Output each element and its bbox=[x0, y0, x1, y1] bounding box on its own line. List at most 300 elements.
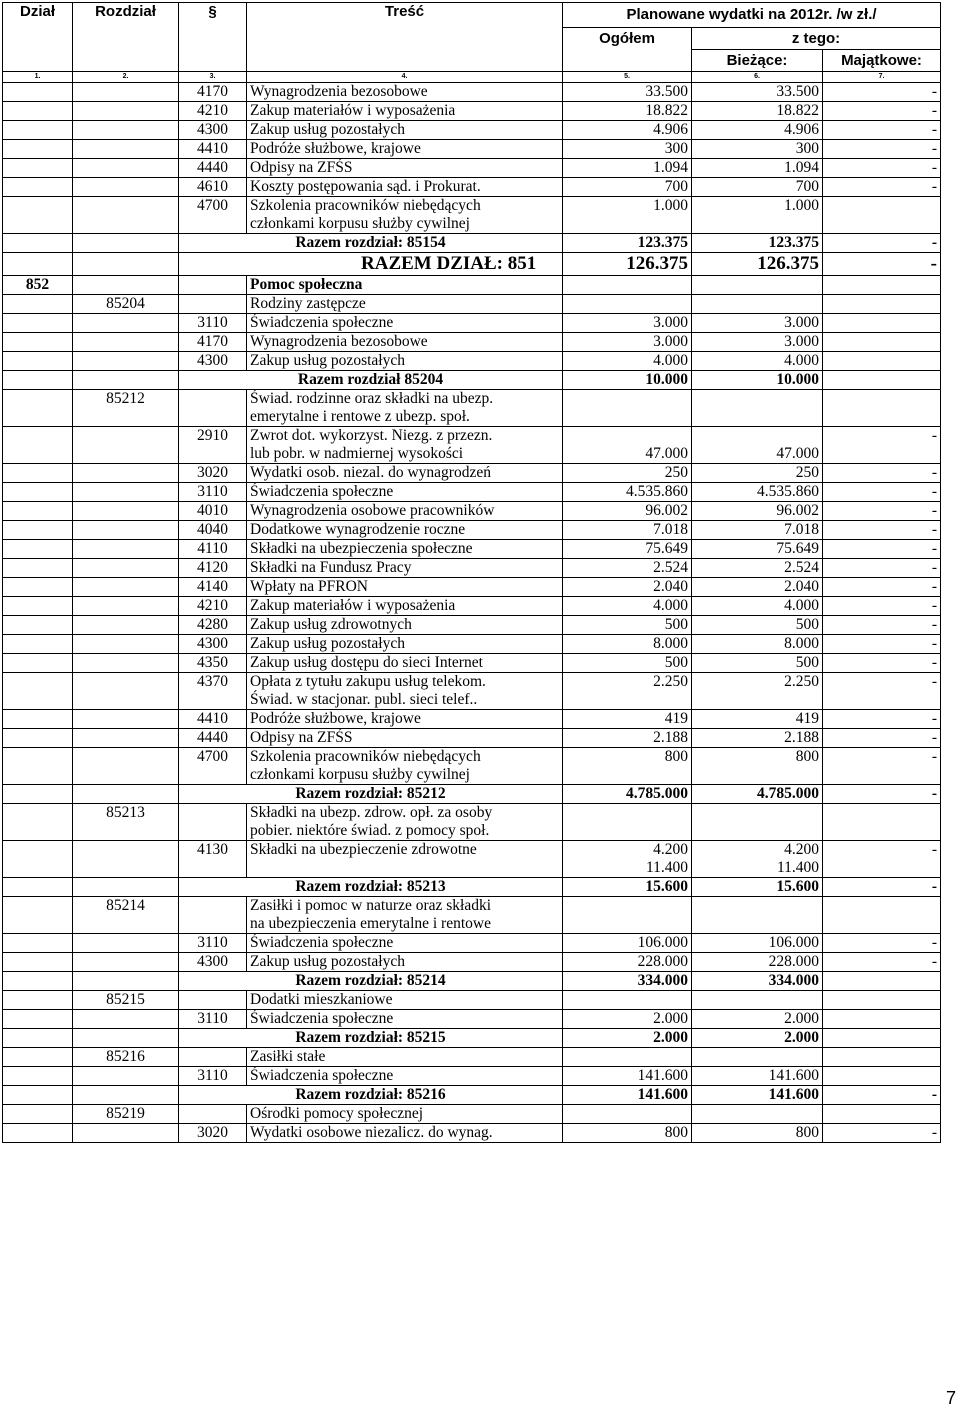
description-line: Świadczenia społeczne bbox=[250, 934, 394, 951]
amount-value: 4.000 bbox=[653, 597, 688, 614]
amount-value: 11.400 bbox=[645, 859, 688, 876]
current-amount bbox=[692, 502, 823, 521]
description-line: Zasiłki stałe bbox=[250, 1048, 326, 1065]
capital-amount: - bbox=[823, 178, 941, 197]
amount-value: 250 bbox=[664, 464, 688, 481]
col-number: 3. bbox=[179, 72, 247, 83]
description-cell bbox=[247, 1067, 563, 1086]
rozdzial-code: 85219 bbox=[73, 1105, 179, 1124]
paragraf-code: 4210 bbox=[179, 102, 247, 121]
total-amount: 141.600 bbox=[563, 1086, 692, 1105]
total-amount: 4.785.000 bbox=[563, 785, 692, 804]
total-amount bbox=[563, 1010, 692, 1029]
description-line: Wynagrodzenia bezosobowe bbox=[250, 83, 428, 100]
table-row bbox=[3, 1010, 941, 1029]
description-line: Szkolenia pracowników niebędących bbox=[250, 197, 481, 214]
dzial-cell bbox=[3, 371, 73, 390]
current-amount bbox=[692, 483, 823, 502]
table-row bbox=[3, 197, 941, 234]
current-amount bbox=[692, 521, 823, 540]
paragraf-code: 4370 bbox=[179, 673, 247, 710]
dzial-cell bbox=[3, 597, 73, 616]
chapter-total-label: Razem rozdział: 85216 bbox=[179, 1086, 563, 1105]
capital-amount: - bbox=[823, 253, 941, 276]
capital-amount bbox=[823, 390, 941, 427]
capital-amount: - bbox=[823, 934, 941, 953]
capital-amount: - bbox=[823, 540, 941, 559]
amount-value: 4.200 bbox=[653, 841, 688, 858]
table-row bbox=[3, 729, 941, 748]
description-cell bbox=[247, 654, 563, 673]
capital-amount bbox=[823, 1067, 941, 1086]
paragraf-code: 4610 bbox=[179, 178, 247, 197]
dzial-cell bbox=[3, 295, 73, 314]
description-cell bbox=[247, 333, 563, 352]
current-amount bbox=[692, 991, 823, 1010]
paragraf-code: 2910 bbox=[179, 427, 247, 464]
amount-value: 47.000 bbox=[645, 445, 688, 462]
capital-amount: - bbox=[823, 140, 941, 159]
description-line: Odpisy na ZFŚS bbox=[250, 159, 353, 176]
rozdzial-code bbox=[73, 729, 179, 748]
total-amount bbox=[563, 521, 692, 540]
amount-value: 250 bbox=[795, 464, 819, 481]
paragraf-code bbox=[179, 390, 247, 427]
total-amount bbox=[563, 1124, 692, 1143]
capital-amount: - bbox=[823, 878, 941, 897]
total-amount bbox=[563, 427, 692, 464]
header-planowane: Planowane wydatki na 2012r. /w zł./ bbox=[563, 3, 941, 28]
dzial-cell bbox=[3, 197, 73, 234]
department-total-label: RAZEM DZIAŁ: 851 bbox=[179, 253, 563, 276]
table-row bbox=[3, 83, 941, 102]
description-cell bbox=[247, 1124, 563, 1143]
rozdzial-code bbox=[73, 841, 179, 878]
description-line: Wynagrodzenia bezosobowe bbox=[250, 333, 428, 350]
header-rozdzial: Rozdział bbox=[73, 3, 179, 72]
current-amount: 123.375 bbox=[692, 234, 823, 253]
amount-value: 1.000 bbox=[653, 197, 688, 214]
capital-amount: - bbox=[823, 559, 941, 578]
chapter-total-label: Razem rozdział: 85213 bbox=[179, 878, 563, 897]
total-amount bbox=[563, 804, 692, 841]
amount-value: 3.000 bbox=[784, 333, 819, 350]
total-amount: 123.375 bbox=[563, 234, 692, 253]
amount-value: 7.018 bbox=[784, 521, 819, 538]
paragraf-code: 3110 bbox=[179, 934, 247, 953]
table-row bbox=[3, 253, 941, 276]
capital-amount: - bbox=[823, 502, 941, 521]
capital-amount: - bbox=[823, 159, 941, 178]
total-amount bbox=[563, 616, 692, 635]
paragraf-code: 4170 bbox=[179, 83, 247, 102]
total-amount bbox=[563, 1067, 692, 1086]
description-cell bbox=[247, 197, 563, 234]
current-amount bbox=[692, 673, 823, 710]
amount-value: 2.524 bbox=[653, 559, 688, 576]
col-number: 2. bbox=[73, 72, 179, 83]
dzial-cell bbox=[3, 729, 73, 748]
description-cell bbox=[247, 897, 563, 934]
rozdzial-cell bbox=[73, 785, 179, 804]
amount-value: 800 bbox=[795, 748, 819, 765]
description-cell bbox=[247, 729, 563, 748]
paragraf-code: 4130 bbox=[179, 841, 247, 878]
paragraf-code bbox=[179, 295, 247, 314]
capital-amount: - bbox=[823, 578, 941, 597]
capital-amount bbox=[823, 197, 941, 234]
description-cell bbox=[247, 991, 563, 1010]
amount-value: 800 bbox=[664, 1124, 688, 1141]
dzial-cell bbox=[3, 1029, 73, 1048]
total-amount bbox=[563, 352, 692, 371]
amount-value: 419 bbox=[795, 710, 819, 727]
table-row bbox=[3, 934, 941, 953]
paragraf-code: 4700 bbox=[179, 197, 247, 234]
amount-value: 800 bbox=[664, 748, 688, 765]
description-line: Świadczenia społeczne bbox=[250, 483, 394, 500]
table-row bbox=[3, 748, 941, 785]
table-row bbox=[3, 295, 941, 314]
rozdzial-code: 85204 bbox=[73, 295, 179, 314]
paragraf-code: 3020 bbox=[179, 1124, 247, 1143]
dzial-cell bbox=[3, 333, 73, 352]
dzial-cell bbox=[3, 464, 73, 483]
current-amount bbox=[692, 729, 823, 748]
col-number: 7. bbox=[823, 72, 941, 83]
dzial-cell bbox=[3, 1067, 73, 1086]
header-majatkowe: Majątkowe: bbox=[823, 50, 941, 72]
header-z-tego: z tego: bbox=[692, 28, 941, 50]
rozdzial-code bbox=[73, 578, 179, 597]
amount-value: 106.000 bbox=[768, 934, 819, 951]
table-row bbox=[3, 654, 941, 673]
amount-value: 2.524 bbox=[784, 559, 819, 576]
rozdzial-code bbox=[73, 748, 179, 785]
rozdzial-code bbox=[73, 1067, 179, 1086]
current-amount bbox=[692, 934, 823, 953]
rozdzial-code bbox=[73, 616, 179, 635]
current-amount: 126.375 bbox=[692, 253, 823, 276]
amount-value: 4.000 bbox=[653, 352, 688, 369]
capital-amount bbox=[823, 897, 941, 934]
rozdzial-code bbox=[73, 314, 179, 333]
dzial-cell bbox=[3, 427, 73, 464]
table-row bbox=[3, 597, 941, 616]
rozdzial-code bbox=[73, 102, 179, 121]
amount-value: 18.822 bbox=[776, 102, 819, 119]
amount-value: 4.200 bbox=[784, 841, 819, 858]
current-amount bbox=[692, 841, 823, 878]
current-amount bbox=[692, 635, 823, 654]
rozdzial-code bbox=[73, 1010, 179, 1029]
rozdzial-code bbox=[73, 83, 179, 102]
description-line: Koszty postępowania sąd. i Prokurat. bbox=[250, 178, 481, 195]
rozdzial-code bbox=[73, 673, 179, 710]
current-amount bbox=[692, 897, 823, 934]
amount-value: 228.000 bbox=[768, 953, 819, 970]
total-amount bbox=[563, 1105, 692, 1124]
amount-value: 4.535.860 bbox=[626, 483, 688, 500]
description-line: Świad. w stacjonar. publ. sieci telef.. bbox=[250, 691, 478, 708]
column-numbers-row bbox=[3, 72, 941, 83]
capital-amount bbox=[823, 1105, 941, 1124]
description-cell bbox=[247, 390, 563, 427]
description-line: emerytalne i rentowe z ubezp. społ. bbox=[250, 408, 470, 425]
current-amount bbox=[692, 140, 823, 159]
description-line: Zakup usług zdrowotnych bbox=[250, 616, 412, 633]
amount-value: 4.000 bbox=[784, 597, 819, 614]
rozdzial-code bbox=[73, 427, 179, 464]
total-amount: 10.000 bbox=[563, 371, 692, 390]
paragraf-code: 4700 bbox=[179, 748, 247, 785]
rozdzial-code bbox=[73, 710, 179, 729]
total-amount bbox=[563, 276, 692, 295]
amount-value: 500 bbox=[795, 654, 819, 671]
table-row bbox=[3, 159, 941, 178]
description-cell bbox=[247, 953, 563, 972]
table-row bbox=[3, 234, 941, 253]
budget-table bbox=[2, 2, 941, 1143]
paragraf-code: 4300 bbox=[179, 953, 247, 972]
description-line: lub pobr. w nadmiernej wysokości bbox=[250, 445, 464, 462]
current-amount bbox=[692, 654, 823, 673]
dzial-cell bbox=[3, 102, 73, 121]
rozdzial-code: 85213 bbox=[73, 804, 179, 841]
dzial-cell bbox=[3, 673, 73, 710]
total-amount bbox=[563, 83, 692, 102]
table-row bbox=[3, 878, 941, 897]
amount-value: 141.600 bbox=[637, 1067, 688, 1084]
description-cell bbox=[247, 559, 563, 578]
table-row bbox=[3, 673, 941, 710]
rozdzial-cell bbox=[73, 371, 179, 390]
table-row bbox=[3, 502, 941, 521]
dzial-cell bbox=[3, 578, 73, 597]
description-line: Wydatki osob. niezal. do wynagrodzeń bbox=[250, 464, 491, 481]
description-cell bbox=[247, 427, 563, 464]
dzial-cell bbox=[3, 710, 73, 729]
budget-table-container bbox=[2, 2, 940, 1143]
description-line: Zakup usług pozostałych bbox=[250, 352, 405, 369]
description-cell bbox=[247, 178, 563, 197]
current-amount bbox=[692, 333, 823, 352]
description-cell bbox=[247, 314, 563, 333]
amount-value: 2.188 bbox=[653, 729, 688, 746]
paragraf-code: 4410 bbox=[179, 140, 247, 159]
dzial-cell bbox=[3, 1048, 73, 1067]
total-amount bbox=[563, 333, 692, 352]
description-line: Zwrot dot. wykorzyst. Niezg. z przezn. bbox=[250, 427, 493, 444]
dzial-cell bbox=[3, 1105, 73, 1124]
dzial-cell bbox=[3, 159, 73, 178]
amount-value: 800 bbox=[795, 1124, 819, 1141]
paragraf-code: 4440 bbox=[179, 159, 247, 178]
amount-value: 141.600 bbox=[768, 1067, 819, 1084]
department-name: Pomoc społeczna bbox=[247, 276, 563, 295]
col-number: 4. bbox=[247, 72, 563, 83]
table-row bbox=[3, 390, 941, 427]
capital-amount: - bbox=[823, 1124, 941, 1143]
amount-value: 47.000 bbox=[776, 445, 819, 462]
total-amount bbox=[563, 390, 692, 427]
description-line: Dodatkowe wynagrodzenie roczne bbox=[250, 521, 466, 538]
dzial-cell bbox=[3, 178, 73, 197]
current-amount bbox=[692, 578, 823, 597]
description-line: Wpłaty na PFRON bbox=[250, 578, 368, 595]
amount-value: 3.000 bbox=[653, 314, 688, 331]
table-row bbox=[3, 121, 941, 140]
description-line: Składki na Fundusz Pracy bbox=[250, 559, 412, 576]
capital-amount: - bbox=[823, 427, 941, 464]
rozdzial-cell bbox=[73, 234, 179, 253]
description-cell bbox=[247, 352, 563, 371]
dzial-cell bbox=[3, 140, 73, 159]
description-cell bbox=[247, 521, 563, 540]
description-cell bbox=[247, 804, 563, 841]
description-line: członkami korpusu służby cywilnej bbox=[250, 766, 470, 783]
amount-value: 106.000 bbox=[637, 934, 688, 951]
total-amount bbox=[563, 578, 692, 597]
dzial-cell bbox=[3, 897, 73, 934]
table-row bbox=[3, 314, 941, 333]
table-row bbox=[3, 1048, 941, 1067]
description-cell bbox=[247, 578, 563, 597]
current-amount: 10.000 bbox=[692, 371, 823, 390]
capital-amount: - bbox=[823, 654, 941, 673]
capital-amount bbox=[823, 295, 941, 314]
description-line: Wydatki osobowe niezalicz. do wynag. bbox=[250, 1124, 493, 1141]
paragraf-code: 4170 bbox=[179, 333, 247, 352]
chapter-total-label: Razem rozdział: 85214 bbox=[179, 972, 563, 991]
paragraf-code: 4280 bbox=[179, 616, 247, 635]
rozdzial-cell bbox=[73, 276, 179, 295]
rozdzial-cell bbox=[73, 253, 179, 276]
rozdzial-code bbox=[73, 559, 179, 578]
chapter-total-label: Razem rozdział: 85154 bbox=[179, 234, 563, 253]
description-cell bbox=[247, 83, 563, 102]
dzial-cell bbox=[3, 654, 73, 673]
total-amount bbox=[563, 159, 692, 178]
description-cell bbox=[247, 748, 563, 785]
dzial-cell bbox=[3, 540, 73, 559]
amount-value: 2.188 bbox=[784, 729, 819, 746]
capital-amount: - bbox=[823, 464, 941, 483]
description-cell bbox=[247, 159, 563, 178]
amount-value: 33.500 bbox=[776, 83, 819, 100]
description-cell bbox=[247, 121, 563, 140]
amount-value: 2.040 bbox=[653, 578, 688, 595]
amount-value: 4.906 bbox=[784, 121, 819, 138]
description-cell bbox=[247, 597, 563, 616]
amount-value: 75.649 bbox=[645, 540, 688, 557]
amount-value: 4.000 bbox=[784, 352, 819, 369]
current-amount bbox=[692, 1124, 823, 1143]
rozdzial-code bbox=[73, 934, 179, 953]
total-amount bbox=[563, 121, 692, 140]
total-amount bbox=[563, 314, 692, 333]
table-row bbox=[3, 371, 941, 390]
total-amount bbox=[563, 597, 692, 616]
rozdzial-code: 85215 bbox=[73, 991, 179, 1010]
current-amount bbox=[692, 953, 823, 972]
table-row bbox=[3, 841, 941, 878]
table-row bbox=[3, 897, 941, 934]
rozdzial-code bbox=[73, 483, 179, 502]
chapter-total-label: Razem rozdział: 85212 bbox=[179, 785, 563, 804]
header-tresc: Treść bbox=[247, 3, 563, 72]
description-cell bbox=[247, 464, 563, 483]
header-dzial: Dział bbox=[3, 3, 73, 72]
amount-value: 2.250 bbox=[784, 673, 819, 690]
capital-amount: - bbox=[823, 521, 941, 540]
amount-value: 96.002 bbox=[645, 502, 688, 519]
description-line: Zakup usług pozostałych bbox=[250, 635, 405, 652]
amount-value: 500 bbox=[664, 654, 688, 671]
amount-value: 1.094 bbox=[784, 159, 819, 176]
amount-value: 11.400 bbox=[776, 859, 819, 876]
rozdzial-cell bbox=[73, 972, 179, 991]
capital-amount: - bbox=[823, 234, 941, 253]
current-amount bbox=[692, 597, 823, 616]
table-row bbox=[3, 616, 941, 635]
paragraf-code: 3020 bbox=[179, 464, 247, 483]
dzial-cell bbox=[3, 253, 73, 276]
dzial-cell bbox=[3, 521, 73, 540]
table-row bbox=[3, 1029, 941, 1048]
page-number: 7 bbox=[945, 1388, 956, 1408]
amount-value: 228.000 bbox=[637, 953, 688, 970]
description-line: Podróże służbowe, krajowe bbox=[250, 710, 421, 727]
description-line: Składki na ubezp. zdrow. opł. za osoby bbox=[250, 804, 493, 821]
rozdzial-code bbox=[73, 197, 179, 234]
description-line: Składki na ubezpieczenie zdrowotne bbox=[250, 841, 477, 858]
rozdzial-code bbox=[73, 121, 179, 140]
rozdzial-cell bbox=[73, 878, 179, 897]
capital-amount: - bbox=[823, 841, 941, 878]
table-row bbox=[3, 1105, 941, 1124]
dzial-cell bbox=[3, 234, 73, 253]
rozdzial-code bbox=[73, 333, 179, 352]
description-line: Odpisy na ZFŚS bbox=[250, 729, 353, 746]
description-cell bbox=[247, 841, 563, 878]
table-row bbox=[3, 635, 941, 654]
capital-amount: - bbox=[823, 121, 941, 140]
dzial-code: 852 bbox=[3, 276, 73, 295]
total-amount bbox=[563, 102, 692, 121]
current-amount bbox=[692, 121, 823, 140]
chapter-total-label: Razem rozdział 85204 bbox=[179, 371, 563, 390]
description-cell bbox=[247, 540, 563, 559]
amount-value: 33.500 bbox=[645, 83, 688, 100]
description-cell bbox=[247, 635, 563, 654]
current-amount bbox=[692, 559, 823, 578]
paragraf-code: 4040 bbox=[179, 521, 247, 540]
dzial-cell bbox=[3, 390, 73, 427]
total-amount bbox=[563, 897, 692, 934]
capital-amount bbox=[823, 276, 941, 295]
current-amount: 141.600 bbox=[692, 1086, 823, 1105]
header-paragraf: § bbox=[179, 3, 247, 72]
description-line: Ośrodki pomocy społecznej bbox=[250, 1105, 424, 1122]
description-line: Świadczenia społeczne bbox=[250, 1067, 394, 1084]
table-row bbox=[3, 540, 941, 559]
table-row bbox=[3, 953, 941, 972]
dzial-cell bbox=[3, 616, 73, 635]
rozdzial-code bbox=[73, 540, 179, 559]
current-amount bbox=[692, 710, 823, 729]
description-line: Zakup usług dostępu do sieci Internet bbox=[250, 654, 483, 671]
